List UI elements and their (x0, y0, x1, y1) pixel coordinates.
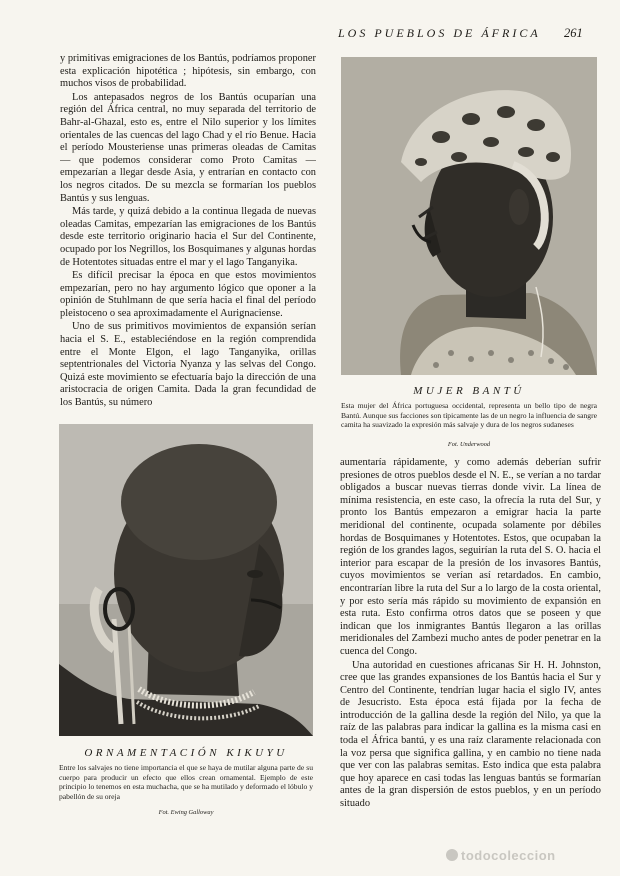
figure-caption: Entre los salvajes no tiene importancia el que se haya de mutilar alguna parte de su cuerpo para producir un efecto que ellos crean ornamental. Ejemplo de este principio lo tenemos en esta muchacha, que se ha mutilado y deformado el lóbulo y pabellón de su oreja (59, 763, 313, 801)
paragraph: Más tarde, y quizá debido a la continua llegada de nuevas oleadas Camitas, empezarían las emigraciones de los Bantús desde este territorio originario hacia el Sur del Continente, ocupado por los Negrillos, los Bosquimanes y algunas hordas de Hotentotes situadas entre el mar y el lago Tanganyika. (60, 206, 316, 268)
watermark-logo-icon (446, 849, 458, 861)
paragraph: Una autoridad en cuestiones africanas Sir H. H. Johnston, cree que las grandes expansiones de los Bantús hacia el Sur y Centro del Continente, tendrían lugar hacia el siglo IV, antes de Jesucristo. Esta época está fijada por la fecha de introducción de la gallina desde la región del Nilo, ya que la raíz de las palabras para indicar la gallina es la misma casi en toda el África bantú, y es una raíz claramente relacionada con la voz persa que significa gallina, y en cambio no tiene nada que ver con las palabras semitas. Esto indica que esta palabra que hoy aparece en casi todas las lenguas bantús se formarían antes de la gran dispersión de estos pueblos, y en un período situado (340, 659, 601, 810)
bantu-woman-photo (341, 57, 597, 375)
figure-title: MUJER BANTÚ (413, 385, 525, 397)
paragraph: Uno de sus primitivos movimientos de expansión serían hacia el S. E., estableciéndose en la región comprendida entre el Monte Elgon, el lago Tanganyika, orillas septentrionales del Victoria Nyanza y las selvas del Congo. Quizá este movimiento se efectuaría bajo la dirección de una aristocracia de origen Camita. Dada la gran fecundidad de los Bantús, su número (60, 321, 316, 409)
paragraph: aumentaría rápidamente, y como además deberían sufrir presiones de otros pueblos desde el N. E., se verían a no tardar obligados a buscar nuevas tierras donde vivir. La línea de mínima resistencia, en este caso, la ofrecía la ruta del Sur, y pronto los Bantús empezaron a emigrar hacia la parte meridional del continente, ocupada solamente por débiles hordas de Bosquimanes y Hotentotes. Estos, que ocupaban la región de los grandes lagos, seguirían la ruta del S. O. hacia el interior para escapar de la presión de los invasores Bantús, cuyos movimientos se verían así retardados. En cambio, encontrarían libre la ruta del Sur a lo largo de la costa oriental, y por esto sería más rápido su movimiento de expansión en esta ruta. Esto confirma otros datos que se poseen y que indican que los inmigrantes Bantús llegaron a las orillas meridionales del Zambezi mucho antes de poder penetrar en la cuenca del Congo. (340, 457, 601, 657)
right-column-text (340, 457, 601, 837)
watermark (446, 848, 556, 863)
kikuyu-ornamentation-photo (59, 424, 313, 736)
figure-title: ORNAMENTACIÓN KIKUYU (84, 747, 288, 759)
paragraph: Los antepasados negros de los Bantús ocuparían una región del África central, no muy separada del territorio de Bahr-al-Ghazal, esto es, entre el Nilo superior y los límites orientales de las cuencas del lago Chad y el río Benue. Hacia el período Mousteriense unas primeras oleadas de Camitas — que podemos considerar como Proto Camitas — empezarían a llegar desde Asia, y entrarían en contacto con los negros citados. De su mezcla se formarían los pueblos Bantús y sus lenguas. (60, 91, 316, 204)
photo-credit: Fot. Underwood (447, 441, 491, 448)
kikuyu-girl-illustration (59, 424, 313, 736)
left-column-text (60, 53, 316, 413)
page-header (0, 26, 620, 44)
running-title: LOS PUEBLOS DE ÁFRICA (338, 26, 541, 40)
page-number: 261 (564, 26, 583, 40)
paragraph: Es difícil precisar la época en que estos movimientos empezarían, pero no hay argumento lógico que oponer a la opinión de Stuhlmann de que sería hacia el final del período pleistoceno o sea aproximadamente el Aurignaciense. (60, 270, 316, 319)
watermark-text: todocoleccion (461, 848, 556, 863)
bantu-woman-illustration (341, 57, 597, 375)
figure-caption: Esta mujer del África portuguesa occidental, representa un bello tipo de negra Bantú. Aunque sus facciones son típicamente las de un negro la influencia de sangre camita ha suavizado la expresión más salvaje y dura de los negros sudaneses (341, 401, 597, 430)
paragraph: y primitivas emigraciones de los Bantús, podríamos proponer esta explicación hipotética ; hipótesis, sin embargo, con muchos visos de probabilidad. (60, 53, 316, 90)
photo-credit: Fot. Ewing Galloway (158, 809, 214, 816)
